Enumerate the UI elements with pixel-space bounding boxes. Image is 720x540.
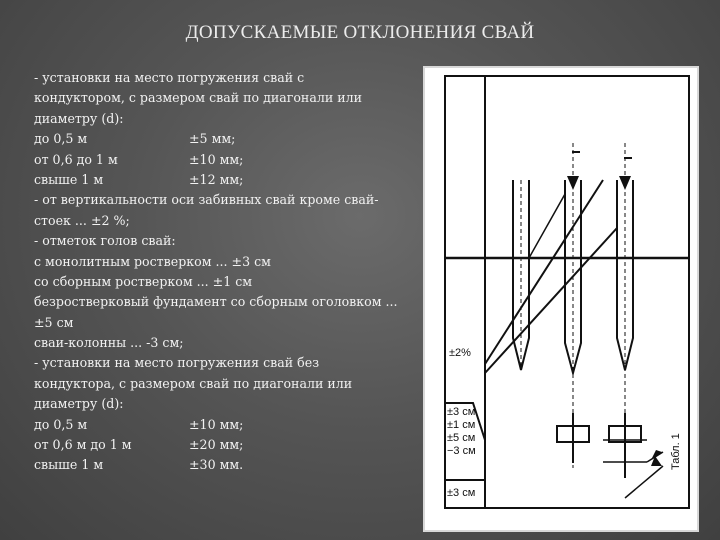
tolerance-row xyxy=(34,129,449,149)
arrow-icon xyxy=(567,176,579,190)
tolerance-value: ±20 мм; xyxy=(189,437,244,453)
text-line: диаметру (d): xyxy=(34,110,124,126)
label-1cm: ±1 см xyxy=(447,419,476,431)
tolerance-range: до 0,5 м xyxy=(34,416,88,432)
tolerance-row xyxy=(34,150,449,170)
tolerance-range: от 0,6 м до 1 м xyxy=(34,437,132,453)
slide-title: ДОПУСКАЕМЫЕ ОТКЛОНЕНИЯ СВАЙ xyxy=(185,22,535,43)
text-line: - от вертикальности оси забивных свай кроме свай- xyxy=(34,192,379,208)
text-line: - установки на место погружения свай без xyxy=(34,355,320,371)
label-2pct: ±2% xyxy=(449,347,471,359)
text-line: - отметок голов свай: xyxy=(34,233,176,249)
tolerance-value: ±10 мм; xyxy=(189,151,244,167)
label-table: Табл. 1 xyxy=(670,433,682,470)
tolerance-value: ±5 мм; xyxy=(189,131,236,147)
tolerance-range: до 0,5 м xyxy=(34,131,88,147)
diagram-drawing xyxy=(425,68,697,530)
text-line: безростверковый фундамент со сборным оголовком ... xyxy=(34,294,398,310)
text-line: кондуктором, с размером свай по диагонали или xyxy=(34,90,363,106)
label-3cm-bottom: ±3 см xyxy=(447,487,476,499)
text-line: стоек ... ±2 %; xyxy=(34,212,130,228)
text-line: со сборным ростверком ... ±1 см xyxy=(34,273,253,289)
text-line: - установки на место погружения свай с xyxy=(34,70,305,85)
text-line: сваи-колонны ... -3 см; xyxy=(34,335,184,351)
tolerance-range: от 0,6 до 1 м xyxy=(34,151,118,167)
label-3cm-top: ±3 см xyxy=(447,406,476,418)
tolerance-row xyxy=(34,455,449,475)
text-line: с монолитным ростверком ... ±3 см xyxy=(34,253,271,269)
label-5cm: ±5 см xyxy=(447,432,476,444)
tolerance-range: свыше 1 м xyxy=(34,171,104,187)
text-line: диаметру (d): xyxy=(34,396,124,412)
leader-line xyxy=(625,466,663,498)
tolerance-row xyxy=(34,170,449,190)
diagram-frame xyxy=(445,76,689,508)
text-line: кондуктора, с размером свай по диагонали или xyxy=(34,375,353,391)
pile-deviation-diagram xyxy=(423,66,699,532)
tolerance-range: свыше 1 м xyxy=(34,457,104,473)
text-body xyxy=(34,68,449,476)
deviation-line xyxy=(485,180,603,364)
tolerance-value: ±12 мм; xyxy=(189,171,244,187)
text-line: ±5 см xyxy=(34,314,74,330)
deviation-line xyxy=(485,228,617,373)
label-3cm-neg: −3 см xyxy=(447,445,476,457)
arrow-icon xyxy=(619,176,631,190)
tolerance-value: ±10 мм; xyxy=(189,416,244,432)
tolerance-row xyxy=(34,435,449,455)
tolerance-value: ±30 мм. xyxy=(189,457,244,473)
tolerance-row xyxy=(34,415,449,435)
